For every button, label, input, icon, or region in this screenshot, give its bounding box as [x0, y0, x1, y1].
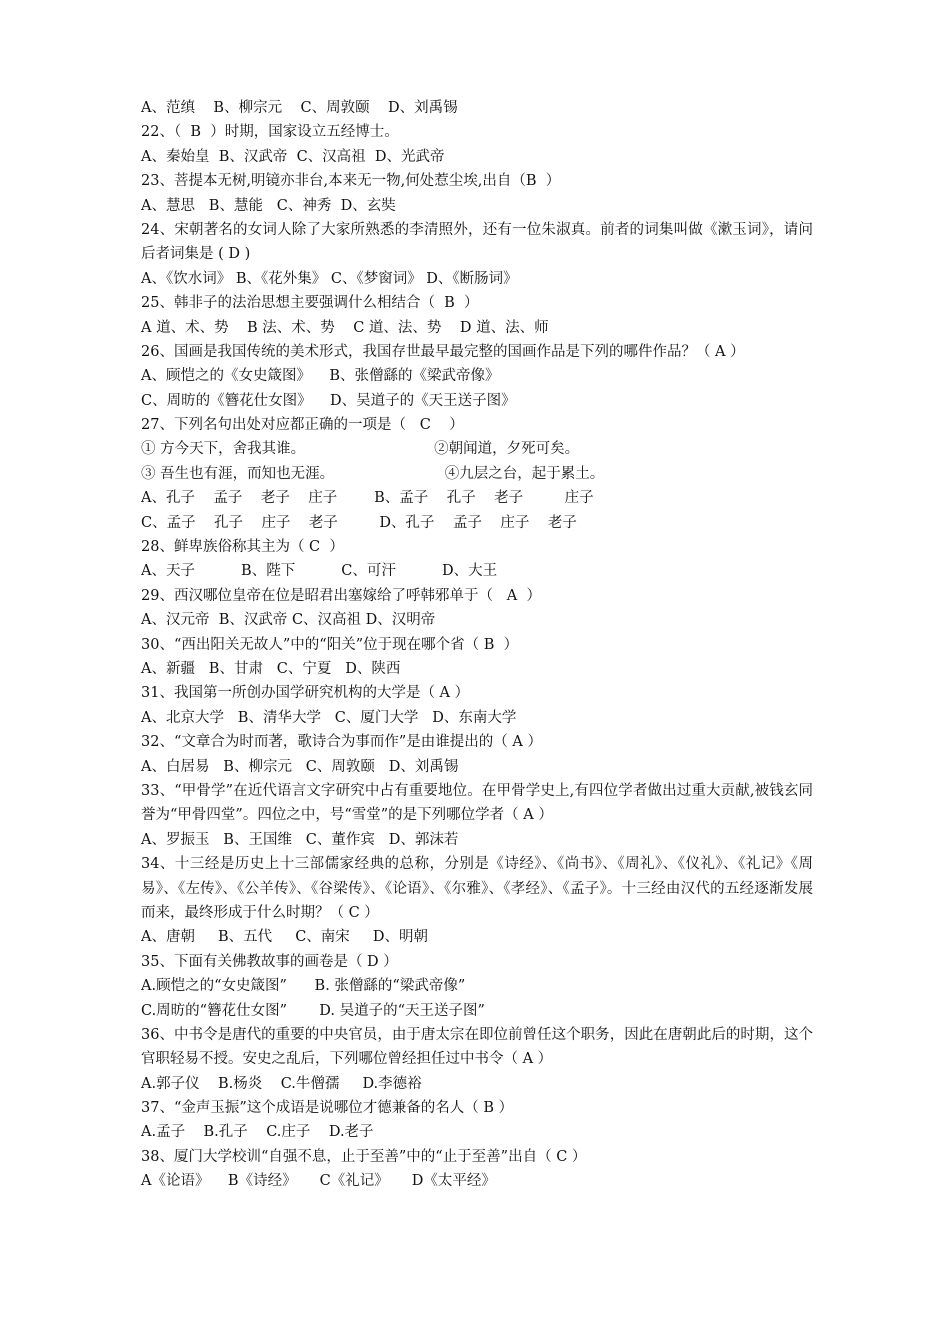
question-22: 22、（ B ）时期，国家设立五经博士。: [141, 124, 399, 141]
options-35-cd: C.周昉的“簪花仕女图” D. 吴道子的“天王送子图”: [141, 1002, 485, 1019]
question-25: 25、韩非子的法治思想主要强调什么相结合（ B ）: [141, 295, 479, 312]
options-36: A.郭子仪 B.杨炎 C.牛僧孺 D.李德裕: [141, 1075, 422, 1092]
question-34: 34、十三经是历史上十三部儒家经典的总称，分别是《诗经》、《尚书》、《周礼》、《仪礼》、《礼记》《周易》、《左传》、《公羊传》、《谷梁传》、《论语》、《尔雅》、《孝经》、《孟子》。十三经由汉代的五经逐渐发展而来，最终形成于什么时期？（ C ）: [141, 856, 813, 921]
question-38: 38、厦门大学校训“自强不息，止于至善”中的“止于至善”出自（ C ）: [141, 1148, 587, 1165]
question-32: 32、“文章合为时而著，歌诗合为事而作”是由谁提出的（ A ）: [141, 734, 542, 751]
question-33: 33、“甲骨学”在近代语言文字研究中占有重要地位。在甲骨学史上,有四位学者做出过重大贡献,被钱玄同誉为“甲骨四堂”。四位之中，号“雪堂”的是下列哪位学者（ A ）: [141, 782, 813, 824]
text-line: A、范缜 B、柳宗元 C、周敦颐 D、刘禹锡: [141, 100, 458, 116]
question-29: 29、西汉哪位皇帝在位是昭君出塞嫁给了呼韩邪单于（ A ）: [141, 587, 541, 604]
options-23: A、慧思 B、慧能 C、神秀 D、玄奘: [141, 197, 396, 214]
options-25: A 道、术、势 B 法、术、势 C 道、法、势 D 道、法、师: [141, 319, 549, 336]
question-31: 31、我国第一所创办国学研究机构的大学是（ A ）: [141, 685, 470, 702]
options-37: A.孟子 B.孔子 C.庄子 D.老子: [141, 1124, 374, 1141]
options-22: A、秦始皇 B、汉武帝 C、汉高祖 D、光武帝: [141, 148, 445, 165]
options-26-ab: A、顾恺之的《女史箴图》 B、张僧繇的《梁武帝像》: [141, 368, 500, 385]
options-35-ab: A.顾恺之的“女史箴图” B. 张僧繇的“梁武帝像”: [141, 978, 466, 995]
options-24: A、《饮水词》 B、《花外集》 C、《梦窗词》 D、《断肠词》: [141, 270, 518, 287]
question-24: 24、宋朝著名的女词人除了大家所熟悉的李清照外，还有一位朱淑真。前者的词集叫做《漱玉词》，请问后者词集是 ( D ): [141, 221, 813, 263]
question-23: 23、菩提本无树,明镜亦非台,本来无一物,何处惹尘埃,出自（B ）: [141, 173, 561, 190]
question-26: 26、国画是我国传统的美术形式，我国存世最早最完整的国画作品是下列的哪件作品？（ A ）: [141, 343, 745, 360]
options-27-ab: A、孔子 孟子 老子 庄子 B、孟子 孔子 老子 庄子: [141, 490, 594, 507]
options-32: A、白居易 B、柳宗元 C、周敦颐 D、刘禹锡: [141, 758, 459, 775]
document-page: [141, 96, 813, 1194]
options-31: A、北京大学 B、清华大学 C、厦门大学 D、东南大学: [141, 709, 517, 726]
question-30: 30、“西出阳关无故人”中的“阳关”位于现在哪个省（ B ）: [141, 636, 519, 653]
options-27-cd: C、孟子 孔子 庄子 老子 D、孔子 孟子 庄子 老子: [141, 514, 577, 531]
quotes-27-a: ① 方今天下，舍我其谁。 ②朝闻道，夕死可矣。: [141, 441, 580, 458]
options-33: A、罗振玉 B、王国维 C、董作宾 D、郭沫若: [141, 831, 459, 848]
question-28: 28、鲜卑族俗称其主为（ C ）: [141, 539, 344, 556]
question-35: 35、下面有关佛教故事的画卷是（ D ）: [141, 953, 398, 970]
question-27: 27、下列名句出处对应都正确的一项是（ C ）: [141, 417, 464, 434]
quotes-27-b: ③ 吾生也有涯，而知也无涯。 ④九层之台，起于累土。: [141, 465, 605, 482]
question-37: 37、“金声玉振”这个成语是说哪位才德兼备的名人（ B ）: [141, 1100, 514, 1117]
options-26-cd: C、周昉的《簪花仕女图》 D、吴道子的《天王送子图》: [141, 392, 516, 409]
options-38: A《论语》 B《诗经》 C《礼记》 D《太平经》: [141, 1173, 496, 1190]
options-29: A、汉元帝 B、汉武帝 C、汉高祖 D、汉明帝: [141, 612, 436, 629]
question-36: 36、中书令是唐代的重要的中央官员，由于唐太宗在即位前曾任这个职务，因此在唐朝此后的时期，这个官职轻易不授。安史之乱后，下列哪位曾经担任过中书令（ A ）: [141, 1026, 813, 1068]
options-30: A、新疆 B、甘肃 C、宁夏 D、陕西: [141, 661, 401, 677]
options-28: A、天子 B、陛下 C、可汗 D、大王: [141, 563, 498, 580]
options-34: A、唐朝 B、五代 C、南宋 D、明朝: [141, 929, 428, 946]
